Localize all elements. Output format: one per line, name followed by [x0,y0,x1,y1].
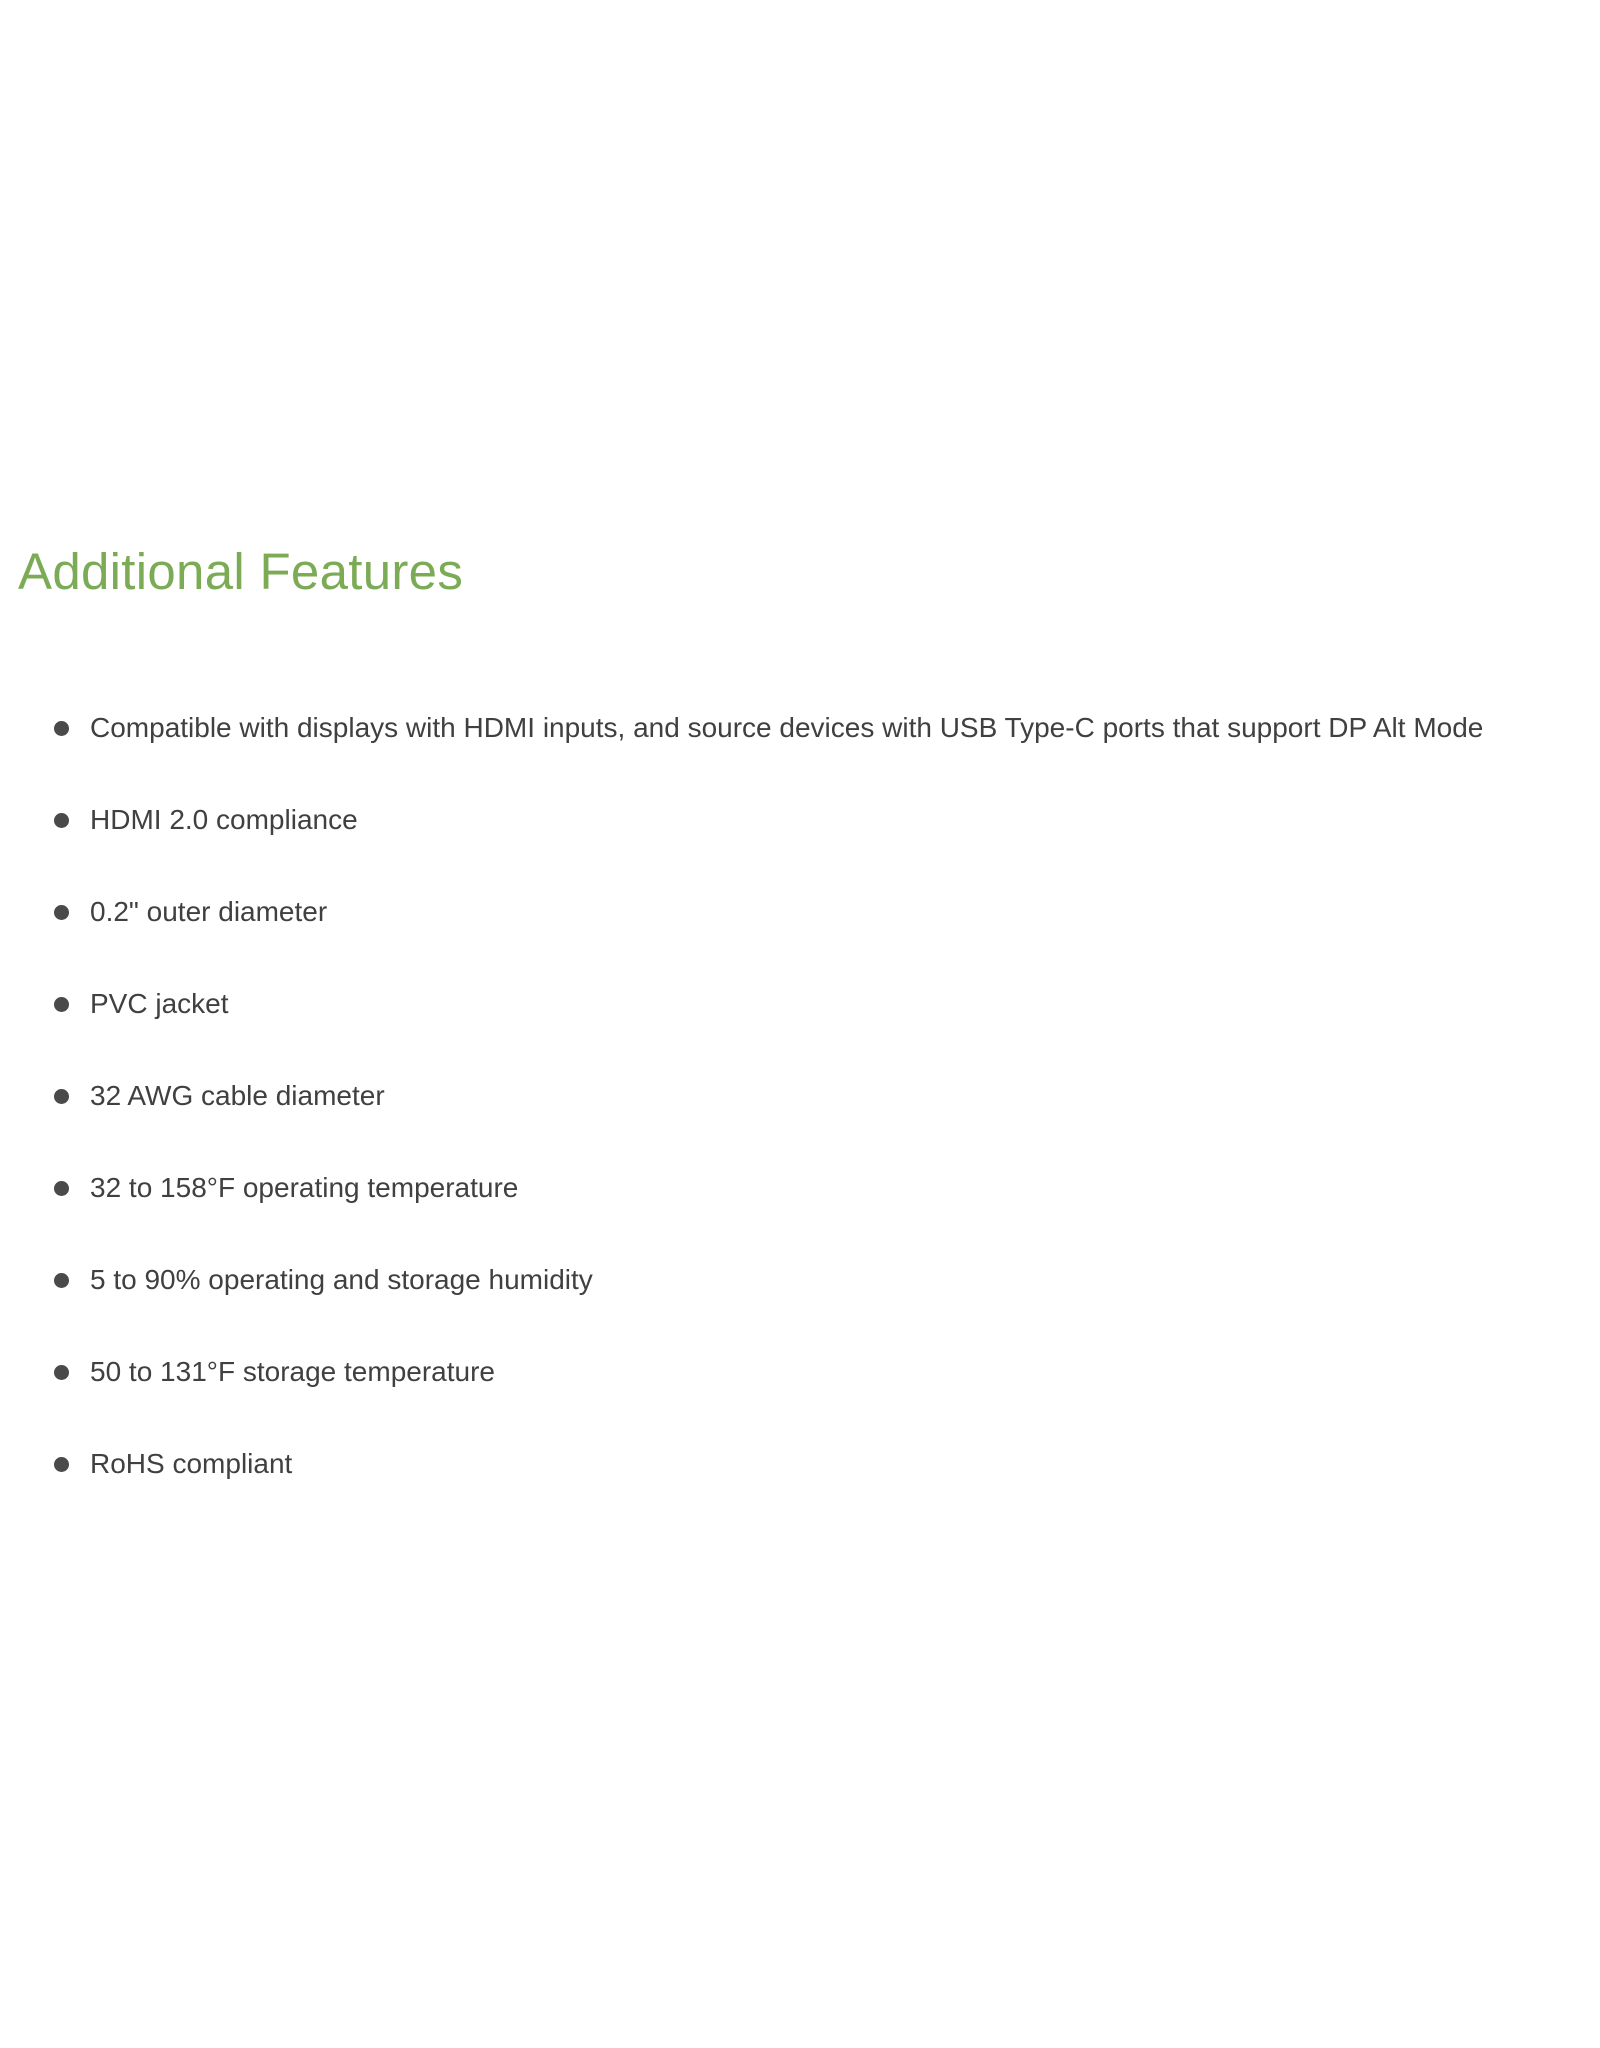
bullet-icon [54,721,69,736]
feature-item [18,1255,1510,1304]
additional-features-section [18,538,1518,1479]
feature-item [18,887,1510,936]
bullet-icon [54,813,69,828]
feature-text: 0.2" outer diameter [90,896,328,927]
bullet-icon [54,1181,69,1196]
feature-item [18,1439,1510,1488]
feature-text: 32 to 158°F operating temperature [90,1172,519,1203]
bullet-icon [54,1089,69,1104]
feature-item [18,1163,1510,1212]
feature-item [18,1071,1510,1120]
bullet-icon [54,905,69,920]
feature-list [18,703,1518,1488]
feature-text: HDMI 2.0 compliance [90,804,358,835]
feature-text: RoHS compliant [90,1448,293,1479]
bullet-icon [54,997,69,1012]
bullet-icon [54,1273,69,1288]
section-title: Additional Features [18,543,464,600]
feature-text: PVC jacket [90,988,229,1019]
feature-item [18,703,1510,752]
feature-item [18,1347,1510,1396]
bullet-icon [54,1457,69,1472]
bullet-icon [54,1365,69,1380]
feature-item [18,979,1510,1028]
feature-text: 32 AWG cable diameter [90,1080,385,1111]
feature-text: 5 to 90% operating and storage humidity [90,1264,593,1295]
feature-item [18,795,1510,844]
feature-text: 50 to 131°F storage temperature [90,1356,495,1387]
feature-text: Compatible with displays with HDMI inputs, and source devices with USB Type-C ports that support DP Alt Mode [90,712,1484,743]
